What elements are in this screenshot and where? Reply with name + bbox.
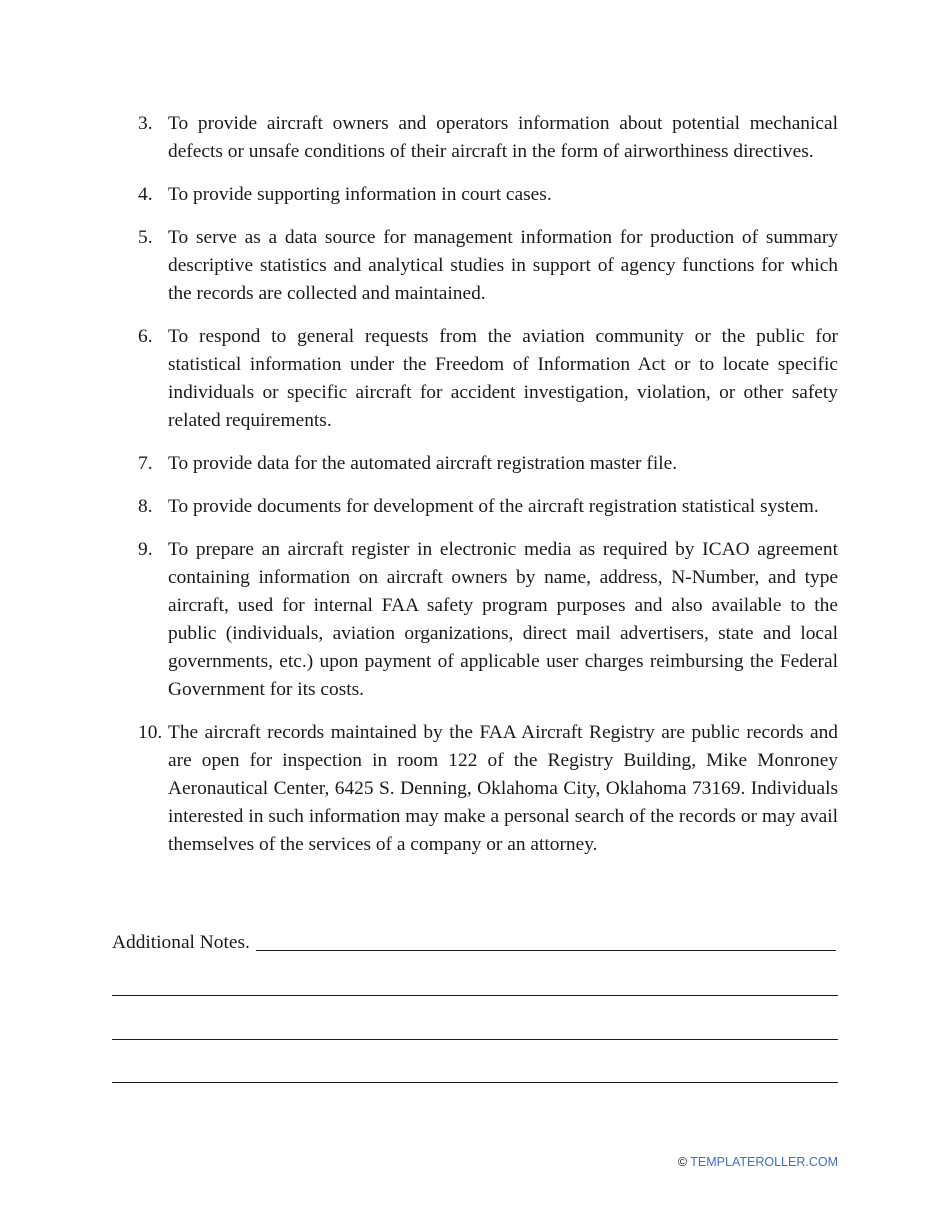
item-text: To provide supporting information in court cases. <box>168 184 552 205</box>
item-number: 9. <box>138 539 153 560</box>
routine-uses-list <box>112 110 838 874</box>
notes-line[interactable] <box>112 1039 838 1040</box>
item-number: 5. <box>138 227 153 248</box>
list-item <box>112 224 838 308</box>
notes-line[interactable] <box>112 1082 838 1083</box>
item-text: To respond to general requests from the aviation community or the public for statistical information under the Freedom of Information Act or to locate specific individuals or specific aircraft for accident investigation, violation, or other safety related requirements. <box>168 326 838 431</box>
list-item <box>112 493 838 521</box>
copyright-symbol: © <box>677 1155 688 1169</box>
list-item <box>112 110 838 166</box>
list-item <box>112 323 838 435</box>
item-number: 10. <box>138 722 163 743</box>
item-number: 8. <box>138 496 153 517</box>
footer-credit <box>678 1155 838 1169</box>
list-item <box>112 536 838 704</box>
item-text: To prepare an aircraft register in electronic media as required by ICAO agreement containing information on aircraft owners by name, address, N-Number, and type aircraft, used for internal FAA safety program purposes and also available to the public (individuals, aviation organizations, direct mail advertisers, state and local governments, etc.) upon payment of applicable user charges reimbursing the Federal Government for its costs. <box>168 539 838 700</box>
templateroller-link[interactable]: TEMPLATEROLLER.COM <box>690 1155 838 1169</box>
additional-notes-label: Additional Notes. <box>112 932 250 953</box>
item-number: 7. <box>138 453 153 474</box>
notes-line[interactable] <box>112 995 838 996</box>
item-number: 4. <box>138 184 153 205</box>
list-item <box>112 450 838 478</box>
item-text: To provide aircraft owners and operators information about potential mechanical defects or unsafe conditions of their aircraft in the form of airworthiness directives. <box>168 113 838 162</box>
item-text: To provide data for the automated aircraft registration master file. <box>168 453 678 474</box>
item-text: To provide documents for development of the aircraft registration statistical system. <box>168 496 819 517</box>
notes-line[interactable] <box>256 950 836 951</box>
item-number: 6. <box>138 326 153 347</box>
list-item <box>112 719 838 859</box>
additional-notes-section <box>112 929 838 957</box>
item-text: The aircraft records maintained by the FAA Aircraft Registry are public records and are open for inspection in room 122 of the Registry Building, Mike Monroney Aeronautical Center, 6425 S. Denning, Oklahoma City, Oklahoma 73169. Individuals interested in such information may make a personal search of the records or may avail themselves of the services of a company or an attorney. <box>168 722 838 855</box>
list-item <box>112 181 838 209</box>
item-text: To serve as a data source for management information for production of summary descriptive statistics and analytical studies in support of agency functions for which the records are collected and maintained. <box>168 227 838 304</box>
item-number: 3. <box>138 113 153 134</box>
